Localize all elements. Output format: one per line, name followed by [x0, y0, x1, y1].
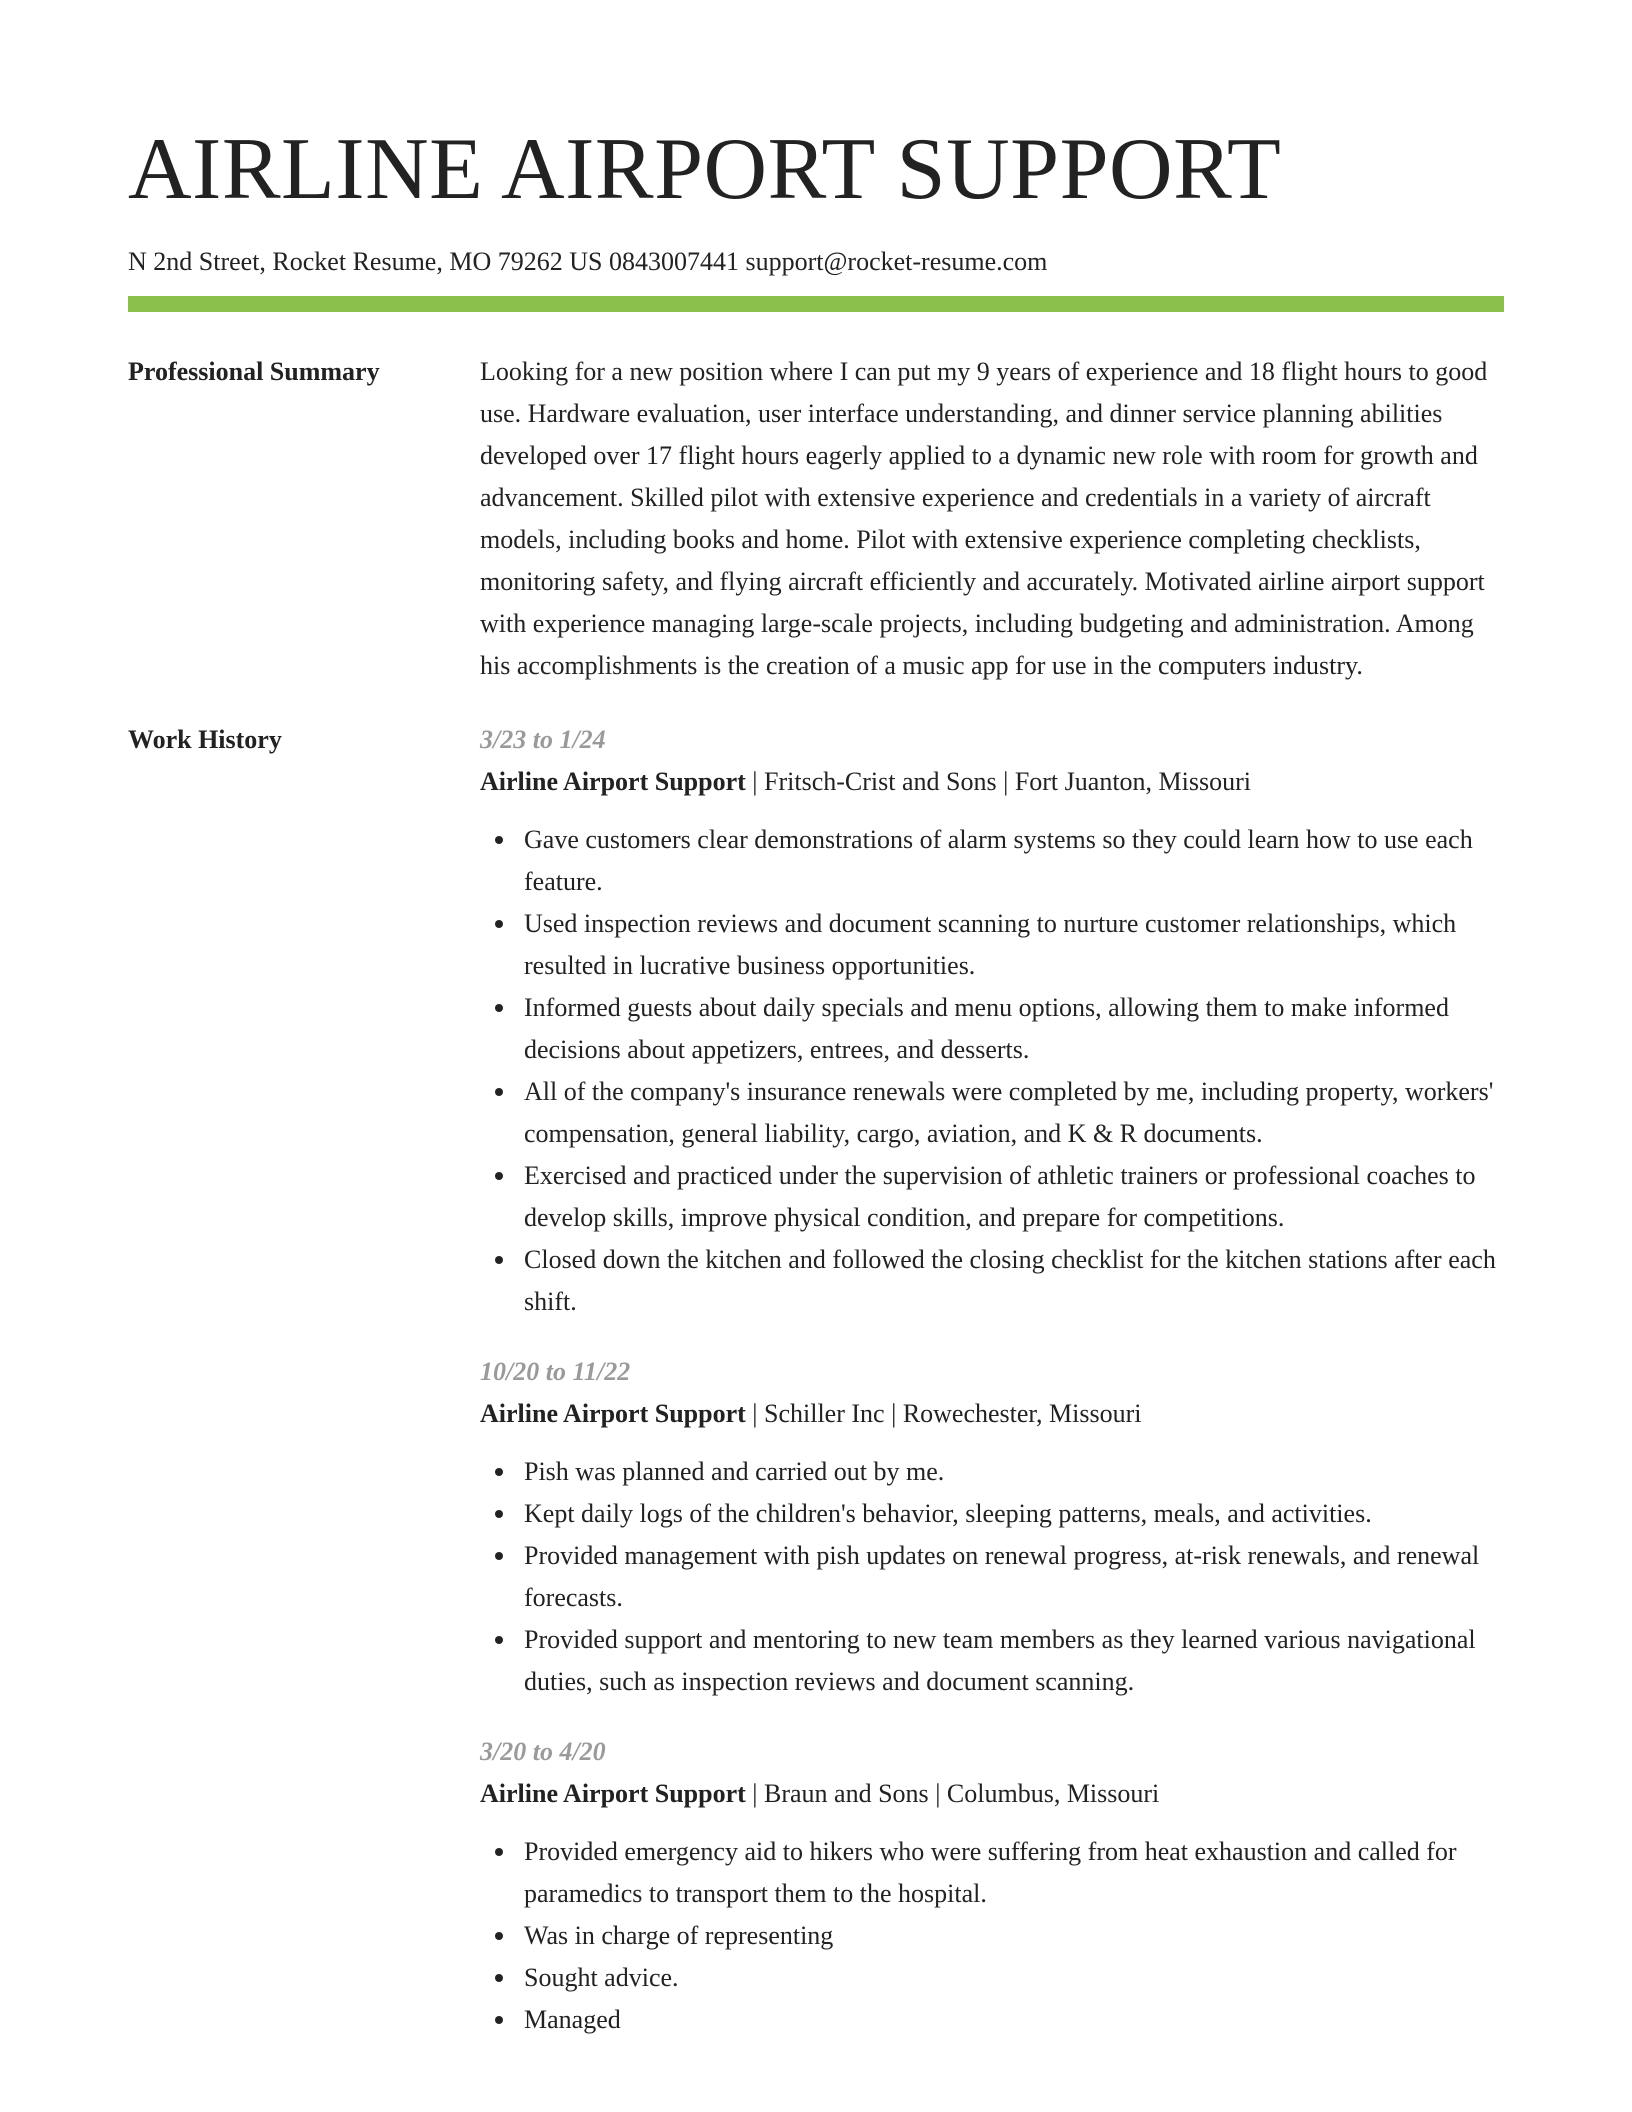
duty-item: Informed guests about daily specials and menu options, allowing them to make informed decisions about appetizers, entrees, and desserts. [524, 987, 1504, 1071]
job-title: Airline Airport Support [480, 1779, 746, 1808]
work-history-section [128, 719, 1504, 2041]
resume-page [128, 0, 1504, 2041]
summary-heading: Professional Summary [128, 357, 380, 386]
job-company: | Fritsch-Crist and Sons [746, 767, 997, 796]
work-history-heading: Work History [128, 725, 282, 754]
job-entry [480, 1351, 1504, 1703]
header-divider [128, 296, 1504, 312]
summary-section [128, 351, 1504, 687]
duty-list [480, 1831, 1504, 2041]
duty-item: Managed [524, 1999, 1504, 2041]
job-entry [480, 719, 1504, 1323]
job-list [480, 719, 1504, 2041]
job-company: | Schiller Inc [746, 1399, 885, 1428]
duty-item: Provided management with pish updates on renewal progress, at-risk renewals, and renewal forecasts. [524, 1535, 1504, 1619]
job-heading [480, 1393, 1504, 1435]
duty-list [480, 819, 1504, 1323]
job-heading [480, 761, 1504, 803]
duty-item: All of the company's insurance renewals were completed by me, including property, workers' compensation, general liability, cargo, aviation, and K & R documents. [524, 1071, 1504, 1155]
duty-item: Provided support and mentoring to new team members as they learned various navigational duties, such as inspection reviews and document scanning. [524, 1619, 1504, 1703]
job-location: | Columbus, Missouri [929, 1779, 1160, 1808]
resume-name: AIRLINE AIRPORT SUPPORT [128, 121, 1282, 218]
duty-item: Pish was planned and carried out by me. [524, 1451, 1504, 1493]
job-heading [480, 1773, 1504, 1815]
job-entry [480, 1731, 1504, 2041]
job-title: Airline Airport Support [480, 1399, 746, 1428]
duty-item: Exercised and practiced under the supervision of athletic trainers or professional coaches to develop skills, improve physical condition, and prepare for competitions. [524, 1155, 1504, 1239]
duty-list [480, 1451, 1504, 1703]
job-dates: 10/20 to 11/22 [480, 1357, 631, 1386]
job-location: | Fort Juanton, Missouri [997, 767, 1251, 796]
duty-item: Kept daily logs of the children's behavior, sleeping patterns, meals, and activities. [524, 1493, 1504, 1535]
contact-address: N 2nd Street, Rocket Resume, MO 79262 US [128, 247, 603, 276]
contact-line [128, 246, 1504, 278]
job-location: | Rowechester, Missouri [885, 1399, 1142, 1428]
duty-item: Used inspection reviews and document scanning to nurture customer relationships, which resulted in lucrative business opportunities. [524, 903, 1504, 987]
job-title: Airline Airport Support [480, 767, 746, 796]
summary-text: Looking for a new position where I can put my 9 years of experience and 18 flight hours to good use. Hardware evaluation, user interface understanding, and dinner service planning abilities developed over 17 flight hours eagerly applied to a dynamic new role with room for growth and advancement. Skilled pilot with extensive experience and credentials in a variety of aircraft models, including books and home. Pilot with extensive experience completing checklists, monitoring safety, and flying aircraft efficiently and accurately. Motivated airline airport support with experience managing large-scale projects, including budgeting and administration. Among his accomplishments is the creation of a music app for use in the computers industry. [480, 357, 1488, 680]
duty-item: Provided emergency aid to hikers who were suffering from heat exhaustion and called for paramedics to transport them to the hospital. [524, 1831, 1504, 1915]
job-company: | Braun and Sons [746, 1779, 929, 1808]
duty-item: Closed down the kitchen and followed the closing checklist for the kitchen stations after each shift. [524, 1239, 1504, 1323]
duty-item: Sought advice. [524, 1957, 1504, 1999]
duty-item: Gave customers clear demonstrations of alarm systems so they could learn how to use each feature. [524, 819, 1504, 903]
job-dates: 3/23 to 1/24 [480, 725, 606, 754]
contact-email: support@rocket-resume.com [745, 247, 1048, 276]
contact-phone: 0843007441 [608, 247, 739, 276]
job-dates: 3/20 to 4/20 [480, 1737, 606, 1766]
duty-item: Was in charge of representing [524, 1915, 1504, 1957]
